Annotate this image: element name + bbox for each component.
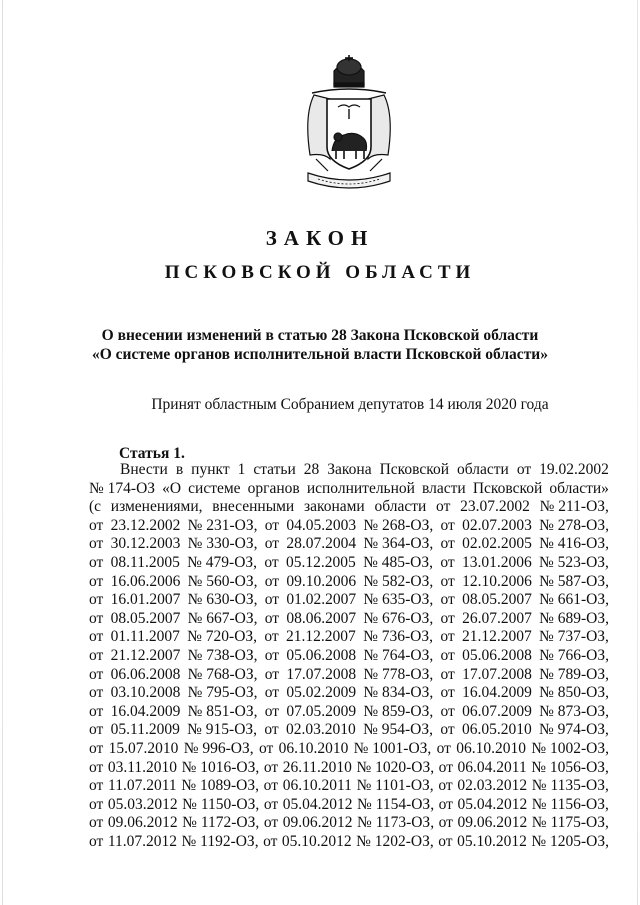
- article-word: органов: [247, 479, 300, 497]
- article-word: от: [438, 795, 453, 813]
- article-word: № 676-ОЗ,: [363, 609, 434, 627]
- article-word: № 915-ОЗ,: [187, 721, 258, 739]
- article-word: 28.07.2004: [286, 535, 357, 553]
- article-word: 06.10.2010: [278, 739, 349, 757]
- article-word: от: [264, 553, 279, 571]
- article-word: власти: [422, 479, 466, 497]
- article-word: № 560-ОЗ,: [187, 572, 258, 590]
- article-word: от: [264, 572, 280, 590]
- article-line: [89, 796, 609, 815]
- article-word: № 416-ОЗ,: [539, 535, 609, 553]
- article-word: области: [374, 498, 427, 516]
- article-word: изменениями,: [110, 498, 203, 516]
- article-word: области»: [549, 479, 609, 497]
- article-line: [89, 703, 609, 722]
- article-line: [89, 833, 609, 852]
- article-word: пункт: [191, 461, 230, 478]
- article-word: 09.06.2012: [282, 814, 353, 832]
- article-word: 05.02.2009: [286, 684, 357, 702]
- article-word: № 667-ОЗ,: [187, 609, 258, 627]
- article-line: [89, 573, 609, 592]
- article-word: 09.06.2012: [457, 814, 528, 832]
- article-word: 04.05.2003: [286, 516, 357, 534]
- article-word: от: [438, 758, 453, 776]
- article-word: № 764-ОЗ,: [363, 646, 434, 664]
- document-heading-line: «О системе органов исполнительной власти Псковской области»: [92, 346, 548, 363]
- article-word: от: [89, 684, 104, 702]
- article-word: 09.10.2006: [286, 572, 357, 590]
- article-word: № 1192-ОЗ,: [181, 832, 259, 850]
- article-word: № 1202-ОЗ,: [356, 832, 434, 850]
- article-word: 05.06.2008: [462, 646, 532, 664]
- article-word: от: [264, 591, 280, 609]
- article-word: области: [457, 461, 509, 478]
- article-word: от: [436, 498, 451, 516]
- article-word: от: [440, 646, 455, 664]
- article-word: от: [440, 684, 455, 702]
- article-word: 1: [237, 461, 246, 478]
- article-word: 11.07.2011: [108, 777, 177, 795]
- article-word: от: [264, 535, 280, 553]
- article-word: от: [89, 665, 104, 683]
- article-word: 26.11.2010: [282, 758, 352, 776]
- article-word: 30.12.2003: [110, 535, 181, 553]
- article-word: № 1156-ОЗ,: [531, 795, 609, 813]
- article-word: от: [89, 553, 104, 571]
- article-word: от: [89, 832, 104, 850]
- article-word: от: [264, 702, 280, 720]
- document-heading-line: О внесении изменений в статью 28 Закона Псковской области: [101, 327, 539, 344]
- article-line: [89, 461, 609, 480]
- article-word: (с: [89, 498, 102, 516]
- article-word: 17.07.2008: [462, 665, 532, 683]
- article-word: от: [438, 832, 453, 850]
- article-word: № 211-ОЗ,: [539, 498, 609, 516]
- article-word: от: [440, 553, 455, 571]
- article-line: [89, 777, 609, 796]
- article-word: 19.02.2002: [539, 461, 609, 478]
- article-word: 16.04.2009: [110, 702, 181, 720]
- article-word: 16.01.2007: [110, 591, 181, 609]
- article-word: № 1154-ОЗ,: [356, 795, 435, 813]
- article-word: № 661-ОЗ,: [539, 591, 609, 609]
- article-word: № 954-ОЗ,: [363, 721, 433, 739]
- article-word: 05.12.2005: [286, 553, 356, 571]
- article-word: № 174-ОЗ: [89, 479, 156, 497]
- article-heading: Статья 1.: [119, 445, 185, 462]
- article-word: № 231-ОЗ,: [187, 516, 258, 534]
- article-word: от: [440, 591, 455, 609]
- article-word: от: [89, 646, 104, 664]
- article-word: 17.07.2008: [286, 665, 357, 683]
- article-word: 09.06.2012: [107, 814, 178, 832]
- document-heading: [0, 326, 640, 364]
- article-word: 16.04.2009: [462, 684, 532, 702]
- article-word: от: [264, 516, 280, 534]
- article-word: в: [175, 461, 184, 478]
- article-word: № 789-ОЗ,: [539, 665, 609, 683]
- article-word: № 1135-ОЗ,: [531, 777, 609, 795]
- article-word: от: [89, 795, 104, 813]
- article-word: законами: [303, 498, 365, 516]
- article-word: 06.05.2010: [461, 721, 532, 739]
- article-word: № 587-ОЗ,: [539, 572, 609, 590]
- article-word: от: [263, 777, 278, 795]
- article-word: № 1101-ОЗ,: [356, 777, 434, 795]
- article-word: № 873-ОЗ,: [539, 702, 609, 720]
- article-line: [89, 647, 609, 666]
- article-word: № 851-ОЗ,: [187, 702, 258, 720]
- article-word: № 1175-ОЗ,: [531, 814, 609, 832]
- article-word: от: [263, 795, 279, 813]
- article-word: Псковской: [379, 461, 450, 478]
- article-word: № 736-ОЗ,: [363, 628, 433, 646]
- article-word: № 778-ОЗ,: [363, 665, 434, 683]
- article-line: [89, 684, 609, 703]
- article-word: 21.12.2007: [110, 646, 181, 664]
- article-word: Внести: [120, 461, 168, 478]
- article-word: № 364-ОЗ,: [363, 535, 434, 553]
- article-word: 05.03.2012: [107, 795, 178, 813]
- article-word: 23.12.2002: [110, 516, 181, 534]
- article-word: от: [438, 777, 453, 795]
- article-word: от: [89, 739, 104, 757]
- adoption-statement: Принят областным Собранием депутатов 14 июля 2020 года: [151, 396, 549, 413]
- article-word: от: [264, 665, 280, 683]
- article-word: от: [264, 628, 279, 646]
- article-word: от: [89, 609, 104, 627]
- article-word: от: [440, 721, 455, 739]
- article-word: 05.04.2012: [457, 795, 528, 813]
- article-word: 16.06.2006: [110, 572, 181, 590]
- article-word: 08.05.2007: [462, 591, 532, 609]
- article-word: 02.07.2003: [462, 516, 532, 534]
- article-word: Закона: [327, 461, 372, 478]
- law-title: ЗАКОН: [265, 226, 375, 250]
- article-word: от: [263, 814, 279, 832]
- article-line: [89, 498, 609, 517]
- article-word: 02.03.2012: [457, 777, 528, 795]
- article-word: № 1020-ОЗ,: [356, 758, 435, 776]
- article-word: № 485-ОЗ,: [363, 553, 433, 571]
- article-word: № 974-ОЗ,: [539, 721, 609, 739]
- article-word: от: [89, 628, 104, 646]
- article-line: [89, 628, 609, 647]
- article-word: от: [89, 535, 104, 553]
- article-word: от: [89, 814, 104, 832]
- article-word: от: [89, 516, 104, 534]
- article-word: № 1150-ОЗ,: [182, 795, 260, 813]
- article-word: от: [438, 814, 453, 832]
- article-word: 06.10.2011: [282, 777, 352, 795]
- article-word: от: [440, 702, 455, 720]
- article-word: 01.02.2007: [286, 591, 357, 609]
- article-word: 05.06.2008: [286, 646, 357, 664]
- law-region: ПСКОВСКОЙ ОБЛАСТИ: [164, 262, 476, 283]
- article-word: от: [440, 516, 455, 534]
- article-word: от: [89, 777, 104, 795]
- article-word: № 720-ОЗ,: [187, 628, 258, 646]
- article-word: 26.07.2007: [462, 609, 532, 627]
- article-word: «О: [162, 479, 182, 497]
- article-word: 08.11.2005: [110, 553, 180, 571]
- article-word: 06.07.2009: [462, 702, 532, 720]
- article-line: [89, 721, 609, 740]
- article-body: [89, 461, 609, 851]
- article-word: от: [89, 758, 104, 776]
- article-word: № 330-ОЗ,: [187, 535, 258, 553]
- article-word: от: [264, 721, 279, 739]
- article-word: № 768-ОЗ,: [187, 665, 258, 683]
- article-word: № 996-ОЗ,: [183, 739, 254, 757]
- article-word: системе: [188, 479, 241, 497]
- article-line: [89, 535, 609, 554]
- article-word: № 630-ОЗ,: [187, 591, 258, 609]
- article-word: 21.12.2007: [461, 628, 532, 646]
- article-word: от: [436, 739, 451, 757]
- article-word: № 1016-ОЗ,: [181, 758, 260, 776]
- article-word: статьи: [253, 461, 296, 478]
- article-word: № 1205-ОЗ,: [531, 832, 609, 850]
- article-word: № 1001-ОЗ,: [353, 739, 432, 757]
- article-word: 05.10.2012: [457, 832, 527, 850]
- article-word: № 523-ОЗ,: [539, 553, 609, 571]
- article-word: № 850-ОЗ,: [539, 684, 609, 702]
- article-word: от: [89, 591, 104, 609]
- article-word: № 1056-ОЗ,: [531, 758, 609, 776]
- article-word: 05.11.2009: [110, 721, 180, 739]
- article-word: 28: [303, 461, 320, 478]
- scan-edge: [2, 0, 3, 905]
- article-line: [89, 759, 609, 778]
- article-word: 21.12.2007: [286, 628, 356, 646]
- article-word: № 1089-ОЗ,: [181, 777, 259, 795]
- article-word: № 268-ОЗ,: [363, 516, 434, 534]
- article-word: № 582-ОЗ,: [363, 572, 434, 590]
- article-word: 03.11.2010: [107, 758, 178, 776]
- article-word: от: [440, 572, 455, 590]
- article-word: от: [263, 832, 278, 850]
- article-line: [89, 610, 609, 629]
- article-word: 12.10.2006: [462, 572, 532, 590]
- article-line: [89, 591, 609, 610]
- article-line: [89, 554, 609, 573]
- article-word: № 737-ОЗ,: [539, 628, 609, 646]
- article-line: [89, 480, 609, 499]
- article-word: от: [440, 535, 455, 553]
- article-word: от: [89, 572, 104, 590]
- article-word: 01.11.2007: [110, 628, 180, 646]
- article-word: от: [264, 684, 280, 702]
- article-word: 11.07.2012: [107, 832, 177, 850]
- article-word: внесенными: [212, 498, 295, 516]
- article-word: № 635-ОЗ,: [363, 591, 434, 609]
- article-word: 06.10.2010: [456, 739, 527, 757]
- article-line: [89, 666, 609, 685]
- article-word: Псковской: [472, 479, 543, 497]
- article-word: № 859-ОЗ,: [363, 702, 434, 720]
- article-word: от: [89, 721, 104, 739]
- article-line: [89, 517, 609, 536]
- article-word: от: [440, 609, 455, 627]
- article-word: 08.05.2007: [110, 609, 181, 627]
- article-word: от: [258, 739, 274, 757]
- article-line: [89, 814, 609, 833]
- article-line: [89, 740, 609, 759]
- article-word: № 766-ОЗ,: [539, 646, 609, 664]
- article-word: № 738-ОЗ,: [187, 646, 258, 664]
- article-word: № 278-ОЗ,: [539, 516, 609, 534]
- article-word: 03.10.2008: [110, 684, 181, 702]
- article-word: 13.01.2006: [461, 553, 532, 571]
- coat-of-arms-icon: [294, 55, 404, 195]
- article-word: 02.02.2005: [462, 535, 532, 553]
- article-word: от: [516, 461, 532, 478]
- article-word: 05.10.2012: [281, 832, 352, 850]
- article-word: 06.04.2011: [457, 758, 527, 776]
- article-word: от: [440, 665, 455, 683]
- article-word: исполнительной: [306, 479, 415, 497]
- article-word: 05.04.2012: [282, 795, 353, 813]
- article-word: от: [89, 702, 104, 720]
- article-word: от: [263, 758, 279, 776]
- article-word: от: [264, 646, 280, 664]
- article-word: 06.06.2008: [110, 665, 181, 683]
- article-word: 02.03.2010: [286, 721, 356, 739]
- article-word: 23.07.2002: [460, 498, 530, 516]
- article-word: № 834-ОЗ,: [363, 684, 434, 702]
- article-word: № 1173-ОЗ,: [356, 814, 435, 832]
- article-word: от: [440, 628, 455, 646]
- article-word: № 479-ОЗ,: [187, 553, 258, 571]
- article-word: от: [264, 609, 280, 627]
- article-word: № 795-ОЗ,: [187, 684, 258, 702]
- article-word: 08.06.2007: [286, 609, 357, 627]
- article-word: № 1172-ОЗ,: [182, 814, 260, 832]
- article-word: № 1002-ОЗ,: [531, 739, 609, 757]
- article-word: № 689-ОЗ,: [539, 609, 609, 627]
- article-word: 15.07.2010: [108, 739, 179, 757]
- article-word: 07.05.2009: [286, 702, 357, 720]
- scan-edge: [637, 0, 638, 905]
